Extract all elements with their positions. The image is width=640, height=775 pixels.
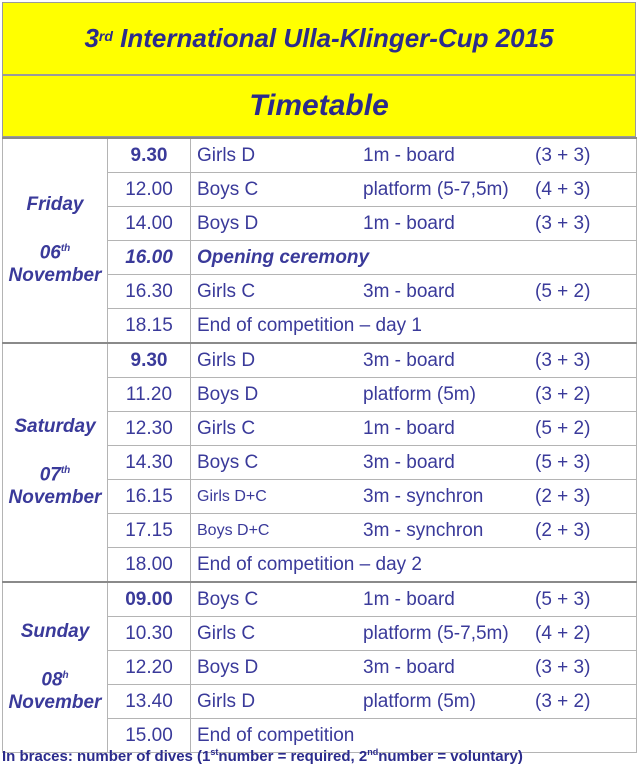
- event-class: Boys D: [197, 656, 259, 678]
- event-class: Girls D: [197, 144, 256, 166]
- event-discipline: platform (5-7,5m): [363, 178, 509, 200]
- event-dives: (3 + 2): [535, 383, 591, 405]
- event-class: Girls C: [197, 622, 256, 644]
- event-discipline: 3m - board: [363, 451, 455, 473]
- event-dives: (5 + 2): [535, 417, 591, 439]
- day-date-number: 07: [39, 464, 61, 486]
- event-dives: (2 + 3): [535, 519, 591, 541]
- footnote-sup1: st: [210, 747, 219, 757]
- event-cell: [191, 617, 637, 651]
- event-details: [191, 344, 636, 377]
- event-time: 12.20: [108, 651, 191, 685]
- event-cell: [191, 514, 637, 548]
- event-cell: [191, 651, 637, 685]
- event-dives: (4 + 2): [535, 622, 591, 644]
- title-text: International Ulla-Klinger-Cup 2015: [120, 23, 554, 53]
- event-discipline: 1m - board: [363, 588, 455, 610]
- event-time: 16.00: [108, 241, 191, 275]
- day-cell: [3, 138, 108, 343]
- timetable: [2, 137, 637, 753]
- event-class: Girls D: [197, 690, 256, 712]
- event-time: 16.30: [108, 275, 191, 309]
- title-ordinal: 3: [84, 23, 99, 53]
- event-dives: (3 + 3): [535, 349, 591, 371]
- event-discipline: platform (5m): [363, 690, 476, 712]
- event-cell: [191, 207, 637, 241]
- event-dives: (5 + 3): [535, 451, 591, 473]
- day-month: November: [8, 486, 102, 508]
- end-of-competition: End of competition: [197, 724, 355, 746]
- event-discipline: 1m - board: [363, 212, 455, 234]
- timetable-body: [3, 138, 637, 753]
- event-details: [191, 480, 636, 513]
- event-dives: (3 + 3): [535, 212, 591, 234]
- event-dives: (5 + 2): [535, 280, 591, 302]
- day-date-suffix: h: [62, 670, 69, 682]
- footnote-sup2: nd: [367, 747, 379, 757]
- event-dives: (3 + 3): [535, 656, 591, 678]
- event-cell: [191, 138, 637, 173]
- event-time: 9.30: [108, 343, 191, 378]
- footnote-part1: In braces: number of dives (1: [2, 748, 211, 765]
- event-details: [191, 446, 636, 479]
- day-date: [3, 460, 107, 508]
- event-discipline: 1m - board: [363, 144, 455, 166]
- event-details: [191, 207, 636, 240]
- event-class: Boys C: [197, 178, 259, 200]
- day-date-number: 08: [41, 669, 63, 691]
- event-class: Girls D+C: [197, 487, 267, 505]
- end-of-competition: End of competition – day 2: [197, 553, 422, 575]
- event-class: Boys D: [197, 383, 259, 405]
- day-date: [3, 238, 107, 286]
- event-discipline: 3m - synchron: [363, 519, 484, 541]
- event-details: [191, 514, 636, 547]
- event-cell: [191, 275, 637, 309]
- event-details: [191, 378, 636, 411]
- event-discipline: 3m - board: [363, 349, 455, 371]
- event-details: [191, 139, 636, 172]
- event-time: 15.00: [108, 719, 191, 753]
- event-cell: [191, 446, 637, 480]
- table-row: [3, 138, 637, 173]
- event-time: 17.15: [108, 514, 191, 548]
- event-details: [191, 275, 636, 308]
- event-details: [191, 651, 636, 684]
- day-month: November: [8, 691, 102, 713]
- event-dives: (4 + 3): [535, 178, 591, 200]
- event-cell: [191, 309, 637, 344]
- event-class: Boys D: [197, 212, 259, 234]
- footnote-part3: number = voluntary): [378, 748, 523, 765]
- event-class: Girls C: [197, 280, 256, 302]
- event-class: Boys D+C: [197, 521, 270, 539]
- event-class: Girls C: [197, 417, 256, 439]
- event-details: [191, 173, 636, 206]
- event-details: [191, 685, 636, 718]
- event-details: [191, 617, 636, 650]
- event-cell: [191, 480, 637, 514]
- event-cell: [191, 582, 637, 617]
- event-time: 9.30: [108, 138, 191, 173]
- event-dives: (3 + 2): [535, 690, 591, 712]
- event-time: 16.15: [108, 480, 191, 514]
- event-discipline: platform (5m): [363, 383, 476, 405]
- table-row: [3, 343, 637, 378]
- event-cell: [191, 685, 637, 719]
- day-name: Saturday: [14, 416, 96, 438]
- day-date-suffix: th: [60, 465, 71, 477]
- footnote: [2, 747, 640, 765]
- event-cell: [191, 343, 637, 378]
- day-cell: [3, 582, 108, 753]
- title-ordinal-suffix: rd: [98, 27, 113, 44]
- day-date-suffix: th: [60, 243, 71, 255]
- document-title: [2, 2, 636, 75]
- event-time: 18.15: [108, 309, 191, 344]
- event-time: 14.00: [108, 207, 191, 241]
- event-details: [191, 583, 636, 616]
- event-time: 10.30: [108, 617, 191, 651]
- event-discipline: 3m - synchron: [363, 485, 484, 507]
- event-class: Boys C: [197, 451, 259, 473]
- event-discipline: platform (5-7,5m): [363, 622, 509, 644]
- timetable-heading: [2, 75, 636, 137]
- event-time: 09.00: [108, 582, 191, 617]
- day-cell: [3, 343, 108, 582]
- day-name: Friday: [26, 194, 84, 216]
- event-discipline: 3m - board: [363, 656, 455, 678]
- event-cell: [191, 378, 637, 412]
- event-cell: [191, 173, 637, 207]
- event-cell: [191, 241, 637, 275]
- table-row: [3, 582, 637, 617]
- event-time: 14.30: [108, 446, 191, 480]
- event-dives: (2 + 3): [535, 485, 591, 507]
- day-name: Sunday: [20, 621, 90, 643]
- event-details: [191, 412, 636, 445]
- footnote-part2: number = required, 2: [218, 748, 368, 765]
- event-cell: [191, 412, 637, 446]
- end-of-competition: End of competition – day 1: [197, 314, 422, 336]
- day-month: November: [8, 264, 102, 286]
- event-time: 12.30: [108, 412, 191, 446]
- special-event: Opening ceremony: [197, 246, 370, 268]
- event-time: 11.20: [108, 378, 191, 412]
- event-dives: (5 + 3): [535, 588, 591, 610]
- event-time: 13.40: [108, 685, 191, 719]
- event-time: 12.00: [108, 173, 191, 207]
- event-discipline: 1m - board: [363, 417, 455, 439]
- event-cell: [191, 548, 637, 583]
- subtitle-text: Timetable: [249, 89, 389, 122]
- event-dives: (3 + 3): [535, 144, 591, 166]
- day-date-number: 06: [39, 242, 61, 264]
- event-discipline: 3m - board: [363, 280, 455, 302]
- day-date: [3, 665, 107, 713]
- event-class: Boys C: [197, 588, 259, 610]
- event-class: Girls D: [197, 349, 256, 371]
- event-time: 18.00: [108, 548, 191, 583]
